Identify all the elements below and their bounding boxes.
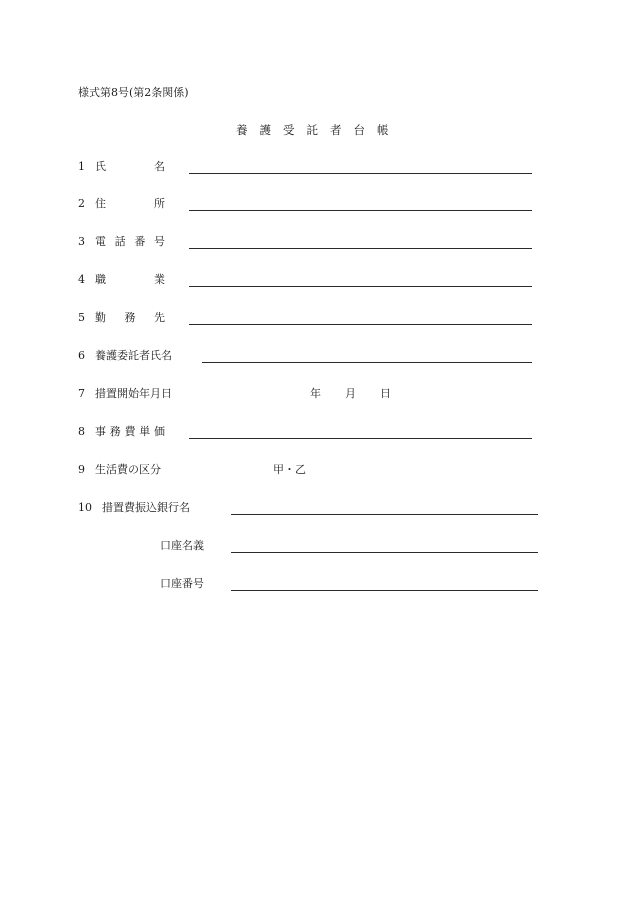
field-number: 6 [78,349,85,362]
label-part: 費 [124,425,136,438]
field-number: 2 [78,197,85,210]
date-year-label: 年 [310,387,321,400]
label-part: 単 [139,425,151,438]
occupation-input-line[interactable] [189,286,532,287]
label-part: 電 [95,235,106,248]
account-number-input-line[interactable] [231,590,538,591]
label-part: 住 [95,197,106,210]
field-number: 10 [78,501,92,514]
field-label-name [95,160,165,174]
document-title: 養護受託者台帳 [236,123,401,137]
field-number: 9 [78,463,85,476]
label-part: 務 [109,425,121,438]
name-input-line[interactable] [189,173,532,174]
field-label-start-date: 措置開始年月日 [95,387,172,400]
date-day-label: 日 [380,387,391,400]
field-label-phone [95,235,165,249]
label-part: 号 [153,235,165,248]
account-holder-input-line[interactable] [231,552,538,553]
field-label-consignor-name: 養護委託者氏名 [95,349,172,362]
label-part: 話 [114,235,126,248]
label-part: 先 [154,311,165,324]
field-number: 7 [78,387,85,400]
form-reference: 様式第8号(第2条関係) [78,86,189,99]
label-part: 務 [124,311,136,324]
field-number: 4 [78,273,85,286]
date-month-label: 月 [345,387,356,400]
label-part: 事 [95,425,106,438]
label-part: 価 [154,425,165,438]
label-part: 氏 [95,160,106,173]
unit-cost-input-line[interactable] [189,438,532,439]
label-part: 勤 [95,311,106,324]
field-label-account-number: 口座番号 [160,577,204,590]
field-number: 1 [78,160,85,173]
field-label-bank-name: 措置費振込銀行名 [102,501,190,514]
address-input-line[interactable] [189,210,532,211]
field-label-address [95,197,165,211]
label-part: 名 [154,160,165,173]
field-label-living-cost-category: 生活費の区分 [95,463,161,476]
field-label-account-holder: 口座名義 [160,539,204,552]
label-part: 職 [95,273,106,286]
living-cost-category-choice[interactable]: 甲・乙 [273,463,306,476]
field-label-workplace [95,311,165,325]
field-number: 8 [78,425,85,438]
label-part: 業 [154,273,165,286]
label-part: 所 [154,197,165,210]
field-number: 3 [78,235,85,248]
phone-input-line[interactable] [189,248,532,249]
field-number: 5 [78,311,85,324]
workplace-input-line[interactable] [189,324,532,325]
field-label-occupation [95,273,165,287]
consignor-name-input-line[interactable] [202,362,532,363]
bank-name-input-line[interactable] [231,514,538,515]
field-label-unit-cost [95,425,165,439]
label-part: 番 [134,235,146,248]
